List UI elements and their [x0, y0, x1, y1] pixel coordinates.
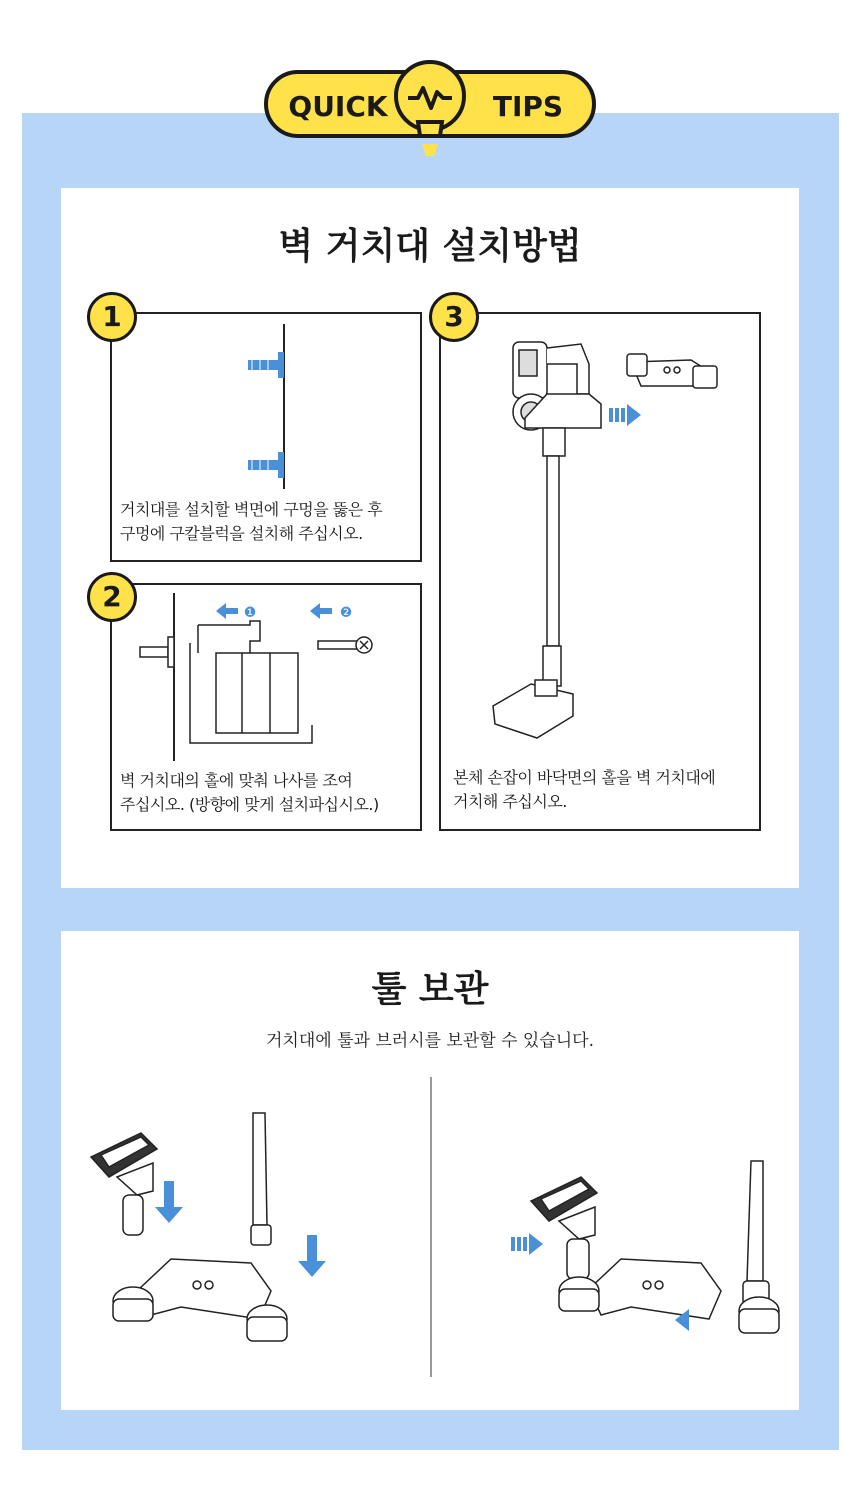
- down-arrow-icon: [155, 1181, 183, 1223]
- step-2-box: [110, 583, 422, 831]
- step-1-number: 1: [87, 292, 137, 342]
- step-3-box: [439, 312, 761, 831]
- wall-anchor-illustration: [232, 324, 342, 494]
- quick-tips-badge: [262, 52, 598, 162]
- arrow-icon-1: [216, 603, 256, 621]
- step-3-number: 3: [429, 292, 479, 342]
- install-title: 벽 거치대 설치방법: [278, 226, 582, 267]
- tool-storage-after-illustration: [501, 1131, 781, 1351]
- tool-storage-before-illustration: [81, 1111, 341, 1351]
- screw-icon: [318, 637, 372, 653]
- step-3-text-line2: 거치해 주십시오.: [453, 792, 567, 811]
- brush-tool-icon: [91, 1133, 157, 1235]
- step-1-text-line1: 거치대를 설치할 벽면에 구멍을 뚫은 후: [120, 500, 383, 519]
- install-card: [61, 188, 799, 888]
- anchor-icon-top: [248, 352, 284, 378]
- anchor-icon: [140, 637, 174, 667]
- step-1-box: [110, 312, 422, 562]
- vacuum-icon: [493, 342, 601, 738]
- badge-left-text: QUICK: [288, 90, 388, 123]
- arrow-icon-2: [310, 603, 352, 621]
- crevice-tool-icon: [743, 1161, 769, 1305]
- vacuum-mount-illustration: [481, 324, 751, 754]
- arrow-right-icon: [511, 1233, 543, 1255]
- bracket-icon: [627, 354, 717, 388]
- step-2-text-line1: 벽 거치대의 홀에 맞춰 나사를 조여: [120, 771, 353, 790]
- step-2-text-line2: 주십시오. (방향에 맞게 설치파십시오.): [120, 795, 379, 814]
- bracket-icon: [113, 1259, 287, 1341]
- crevice-tool-icon: [251, 1113, 271, 1245]
- step-2-number: 2: [87, 572, 137, 622]
- step-3-text-line1: 본체 손잡이 바닥면의 홀을 벽 거치대에: [453, 768, 716, 787]
- bulb-icon: [262, 52, 598, 162]
- badge-right-text: TIPS: [492, 90, 564, 123]
- storage-title: 툴 보관: [371, 969, 489, 1010]
- down-arrow-icon: [298, 1235, 326, 1277]
- storage-subtitle: 거치대에 툴과 브러시를 보관할 수 있습니다.: [265, 1031, 595, 1051]
- svg-text:❷: ❷: [339, 605, 353, 621]
- step-1-text-line2: 구멍에 구칼블럭을 설치해 주십시오.: [120, 524, 363, 543]
- storage-divider: [430, 1077, 432, 1377]
- storage-card: [61, 931, 799, 1410]
- anchor-icon-bottom: [248, 452, 284, 478]
- brush-tool-icon: [531, 1177, 597, 1279]
- mount-screw-illustration: [132, 593, 402, 765]
- bracket-icon: [190, 621, 312, 743]
- arrow-icon: [609, 404, 641, 426]
- svg-text:❶: ❶: [243, 605, 257, 621]
